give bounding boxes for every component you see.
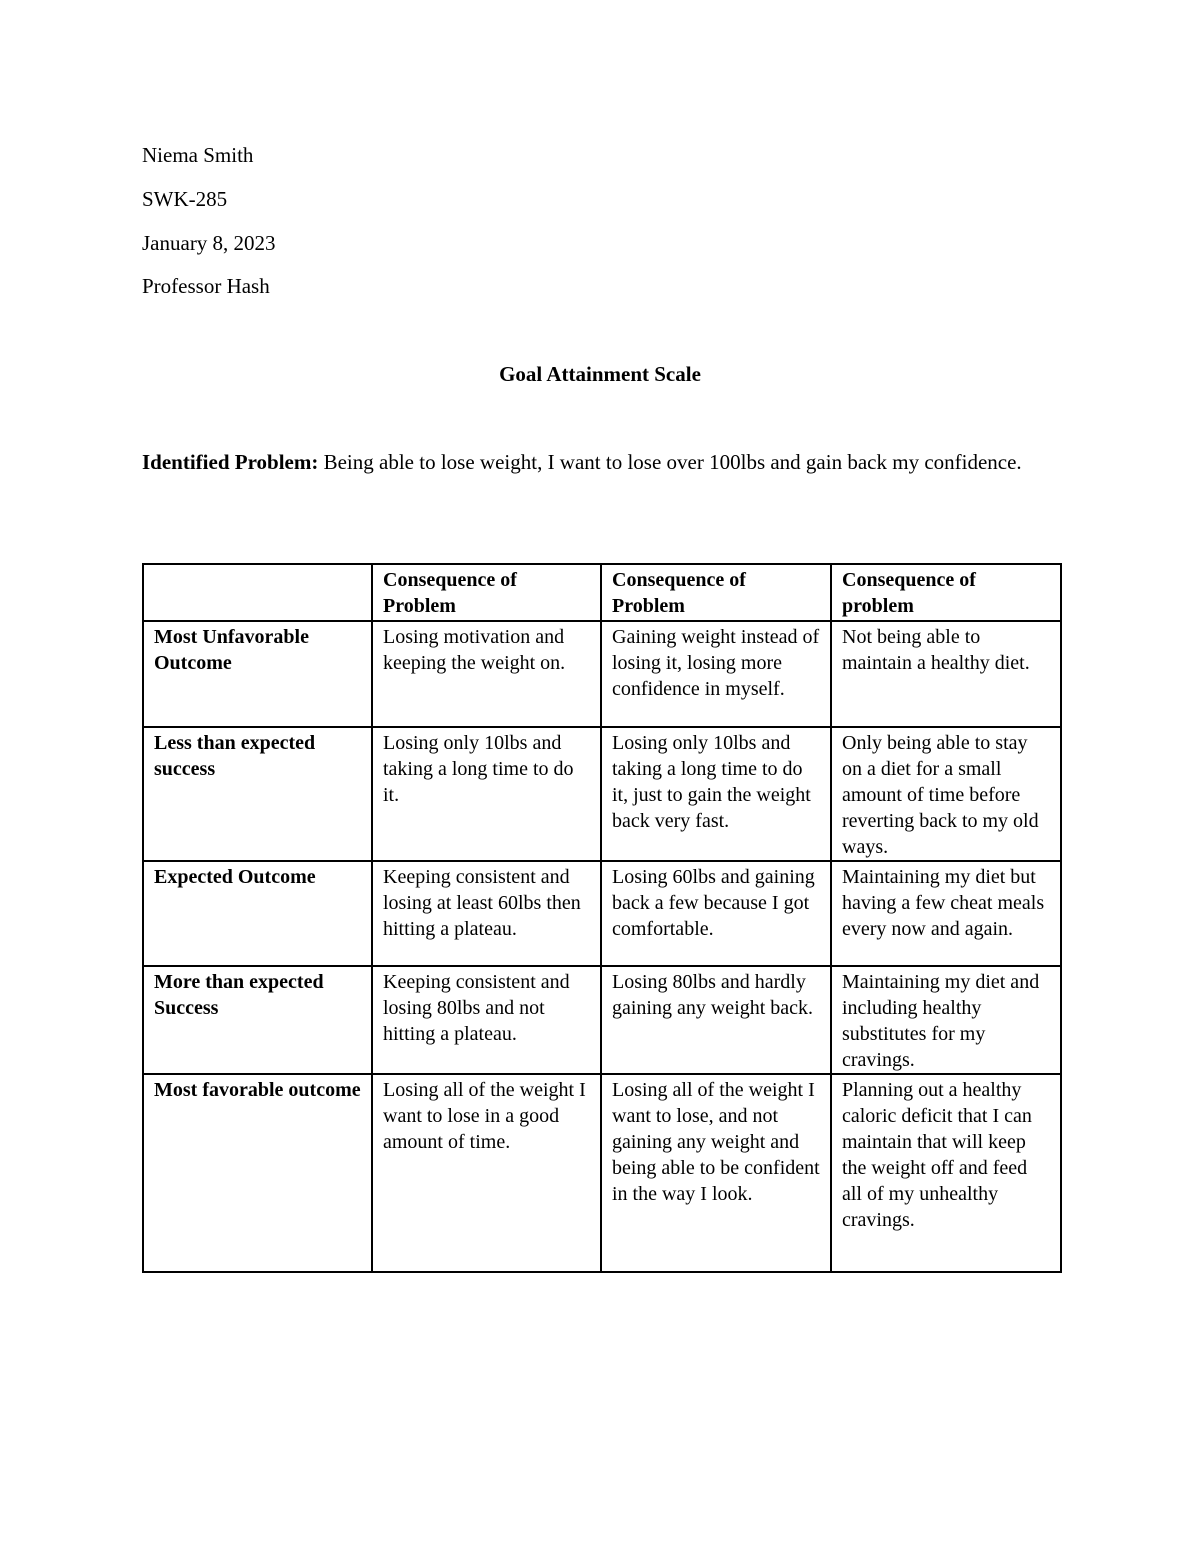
row-header: Most Unfavorable Outcome [143, 621, 372, 727]
student-name: Niema Smith [142, 143, 254, 167]
table-cell: Losing 80lbs and hardly gaining any weight back. [601, 966, 831, 1074]
table-cell: Losing all of the weight I want to lose in a good amount of time. [372, 1074, 601, 1272]
table-corner-cell [143, 564, 372, 621]
table-header-row [143, 564, 1061, 621]
table-cell: Losing only 10lbs and taking a long time to do it. [372, 727, 601, 861]
row-header: Less than expected success [143, 727, 372, 861]
row-header: Most favorable outcome [143, 1074, 372, 1272]
row-header: More than expected Success [143, 966, 372, 1074]
table-cell: Planning out a healthy caloric deficit that I can maintain that will keep the weight off and feed all of my unhealthy cravings. [831, 1074, 1061, 1272]
table-cell: Keeping consistent and losing at least 60lbs then hitting a plateau. [372, 861, 601, 966]
column-header: Consequence of Problem [601, 564, 831, 621]
identified-problem [142, 448, 1042, 476]
table-cell: Gaining weight instead of losing it, losing more confidence in myself. [601, 621, 831, 727]
table-cell: Losing motivation and keeping the weight on. [372, 621, 601, 727]
professor-name: Professor Hash [142, 274, 270, 298]
table-cell: Losing 60lbs and gaining back a few because I got comfortable. [601, 861, 831, 966]
column-header: Consequence of Problem [372, 564, 601, 621]
table-cell: Not being able to maintain a healthy diet. [831, 621, 1061, 727]
table-cell: Maintaining my diet and including healthy substitutes for my cravings. [831, 966, 1061, 1074]
row-header: Expected Outcome [143, 861, 372, 966]
table-cell: Losing only 10lbs and taking a long time to do it, just to gain the weight back very fast. [601, 727, 831, 861]
course-code: SWK-285 [142, 187, 228, 211]
table-cell: Losing all of the weight I want to lose, and not gaining any weight and being able to be confident in the way I look. [601, 1074, 831, 1272]
table-row [143, 727, 1061, 861]
table-cell: Only being able to stay on a diet for a small amount of time before reverting back to my old ways. [831, 727, 1061, 861]
table-row [143, 621, 1061, 727]
document-date: January 8, 2023 [142, 231, 276, 255]
goal-attainment-table [142, 563, 1062, 1273]
column-header: Consequence of problem [831, 564, 1061, 621]
table-cell: Keeping consistent and losing 80lbs and not hitting a plateau. [372, 966, 601, 1074]
document-title: Goal Attainment Scale [499, 362, 701, 386]
identified-problem-text: Being able to lose weight, I want to lose over 100lbs and gain back my confidence. [318, 450, 1022, 474]
table-row [143, 966, 1061, 1074]
table-row [143, 1074, 1061, 1272]
table-row [143, 861, 1061, 966]
identified-problem-label: Identified Problem: [142, 450, 319, 474]
table-cell: Maintaining my diet but having a few cheat meals every now and again. [831, 861, 1061, 966]
